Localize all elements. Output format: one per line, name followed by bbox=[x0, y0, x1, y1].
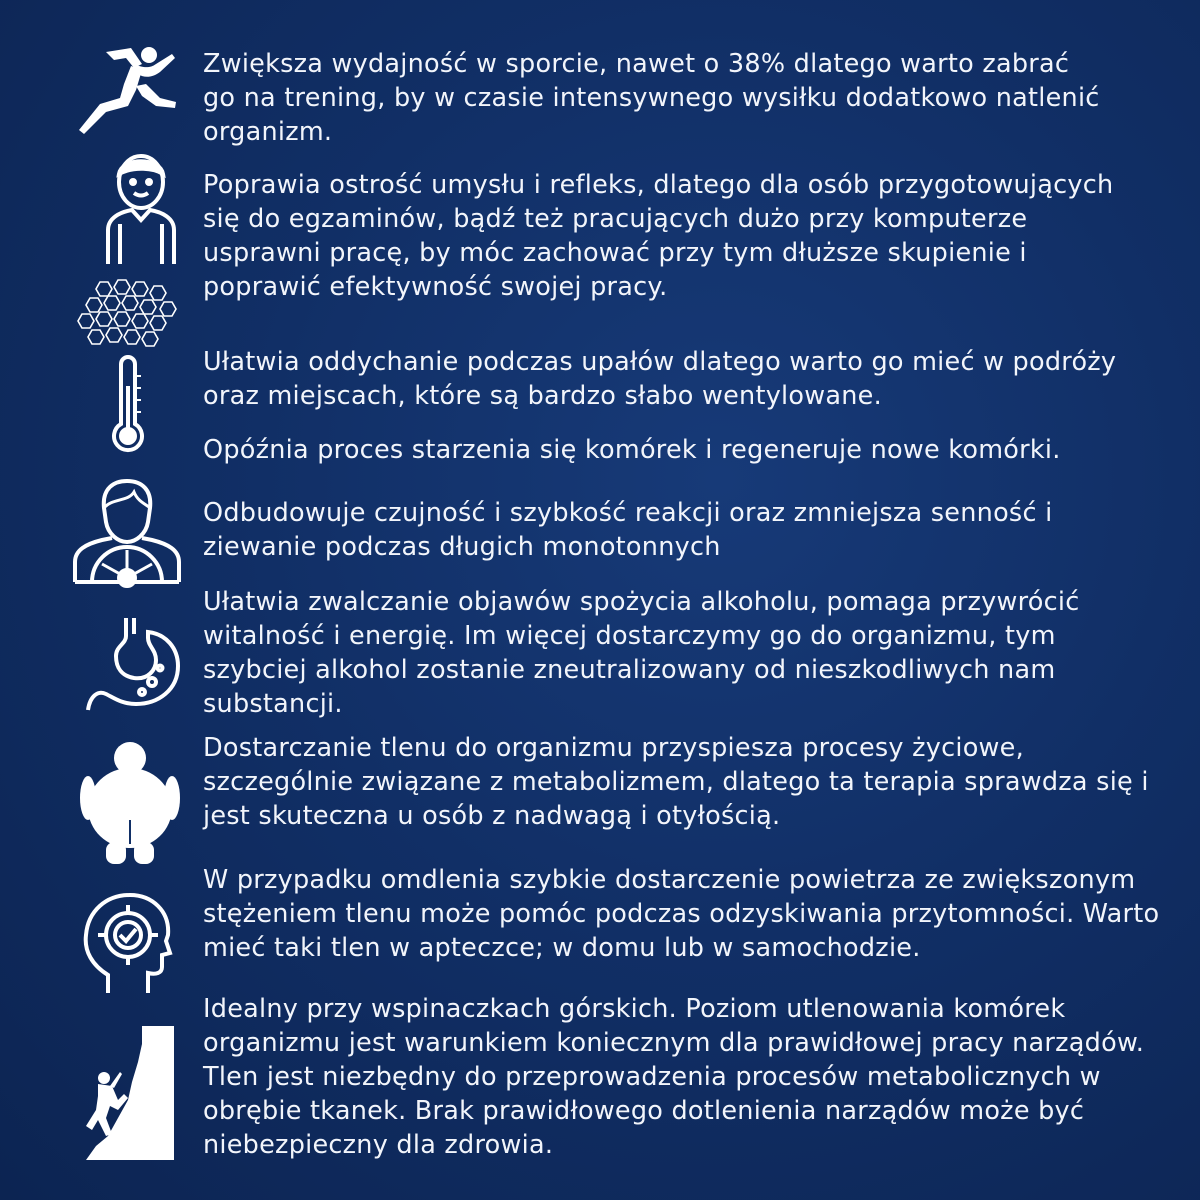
benefit-sport-text: Zwiększa wydajność w sporcie, nawet o 38% dlatego warto zabrać go na trening, by w czasie intensywnego wysiłku dodatkowo natlenić organizm. bbox=[203, 49, 1100, 147]
climber-icon bbox=[82, 1026, 174, 1160]
head-target-icon bbox=[82, 893, 172, 997]
benefit-alcohol-text: Ułatwia zwalczanie objawów spożycia alkoholu, pomaga przywrócić witalność i energię. Im więcej dostarczymy go do organizmu, tym szybciej alkohol zostanie zneutralizowany od nieszkodliwych nam substancji. bbox=[203, 587, 1080, 719]
driver-icon bbox=[72, 478, 182, 584]
student-icon bbox=[104, 152, 178, 266]
benefit-alertness-text: Odbudowuje czujność i szybkość reakcji oraz zmniejsza senność i ziewanie podczas długich monotonnych bbox=[203, 498, 1053, 562]
stomach-icon bbox=[86, 616, 182, 712]
benefit-climbing-text: Idealny przy wspinaczkach górskich. Poziom utlenowania komórek organizmu jest warunkiem koniecznym dla prawidłowej pracy narządów. Tlen jest niezbędny do przeprowadzenia procesów metabolicznych w obrębie tkanek. Brak prawidłowego dotlenienia narządów może być niebezpieczny dla zdrowia. bbox=[203, 994, 1145, 1160]
runner-icon bbox=[76, 40, 181, 135]
benefit-focus-text: Poprawia ostrość umysłu i refleks, dlatego dla osób przygotowujących się do egzaminów, bądź też pracujących dużo przy komputerze usprawni pracę, by móc zachować przy tym dłuższe skupienie i poprawić efektywność swojej pracy. bbox=[203, 170, 1114, 302]
benefit-fainting-text: W przypadku omdlenia szybkie dostarczenie powietrza ze zwiększonym stężeniem tlenu może pomóc podczas odzyskiwania przytomności. Warto mieć taki tlen w apteczce; w domu lub w samochodzie. bbox=[203, 865, 1160, 963]
benefit-aging-text: Opóźnia proces starzenia się komórek i regeneruje nowe komórki. bbox=[203, 435, 1061, 465]
benefit-breathing-text: Ułatwia oddychanie podczas upałów dlatego warto go mieć w podróży oraz miejscach, które są bardzo słabo wentylowane. bbox=[203, 347, 1117, 411]
thermometer-icon bbox=[111, 356, 145, 456]
overweight-person-icon bbox=[80, 740, 180, 870]
cells-icon bbox=[78, 278, 182, 352]
benefit-metabolism-text: Dostarczanie tlenu do organizmu przyspiesza procesy życiowe, szczególnie związane z metabolizmem, dlatego ta terapia sprawdza się i jest skuteczna u osób z nadwagą i otyłością. bbox=[203, 733, 1149, 831]
